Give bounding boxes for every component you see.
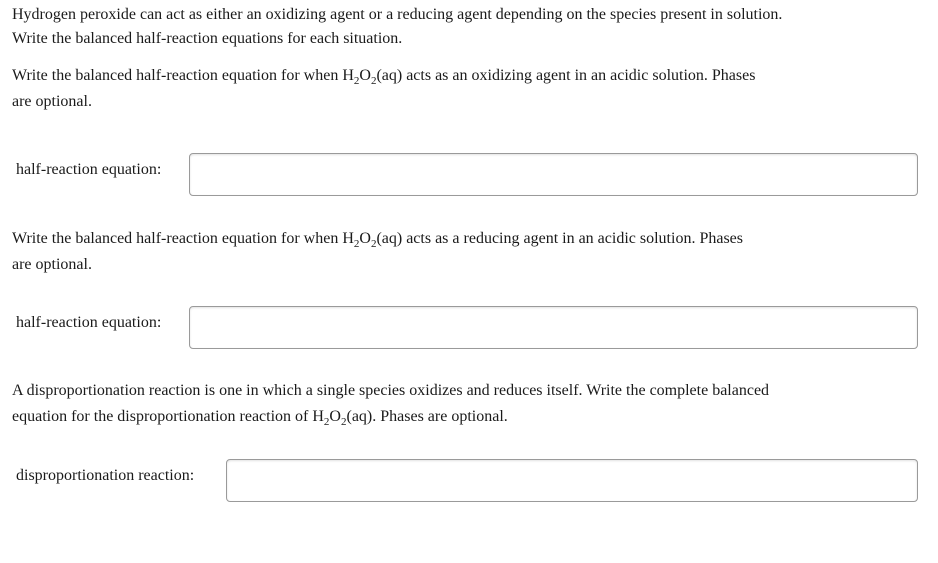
half-reaction-reducing-input[interactable] [189, 306, 918, 349]
question-1-text-before: Write the balanced half-reaction equation for when [12, 67, 343, 84]
answer-1-label: half-reaction equation: [16, 161, 162, 178]
answer-2-row [16, 314, 161, 332]
h2o2-formula: $H_2O_2(aq)$ [342, 230, 403, 251]
question-1-prompt [12, 63, 912, 115]
intro-text [12, 3, 912, 51]
question-2-prompt [12, 226, 912, 278]
question-3-prompt [12, 378, 912, 430]
question-2-line-2: are optional. [12, 256, 92, 273]
h2o2-formula: $H_2O_2(aq)$ [342, 67, 403, 88]
answer-3-row [16, 467, 194, 485]
question-3-line-1: A disproportionation reaction is one in which a single species oxidizes and reduces itself. Write the complete balanced [12, 382, 770, 399]
question-3-text-before: equation for the disproportionation reaction of [12, 408, 313, 425]
question-1-line-2: are optional. [12, 93, 92, 110]
question-2-text-after: acts as a reducing agent in an acidic solution. Phases [402, 230, 743, 247]
question-3-text-after: . Phases are optional. [372, 408, 508, 425]
disproportionation-reaction-input[interactable] [226, 459, 918, 502]
answer-2-label: half-reaction equation: [16, 314, 162, 331]
intro-line-2: Write the balanced half-reaction equations for each situation. [12, 30, 403, 47]
answer-3-label: disproportionation reaction: [16, 467, 195, 484]
question-2-text-before: Write the balanced half-reaction equation for when [12, 230, 343, 247]
h2o2-formula: $H_2O_2(aq)$ [312, 408, 373, 429]
question-1-text-after: acts as an oxidizing agent in an acidic solution. Phases [402, 67, 756, 84]
answer-1-row [16, 161, 161, 179]
intro-line-1: Hydrogen peroxide can act as either an oxidizing agent or a reducing agent depending on the species present in solution. [12, 6, 783, 23]
half-reaction-oxidizing-input[interactable] [189, 153, 918, 196]
